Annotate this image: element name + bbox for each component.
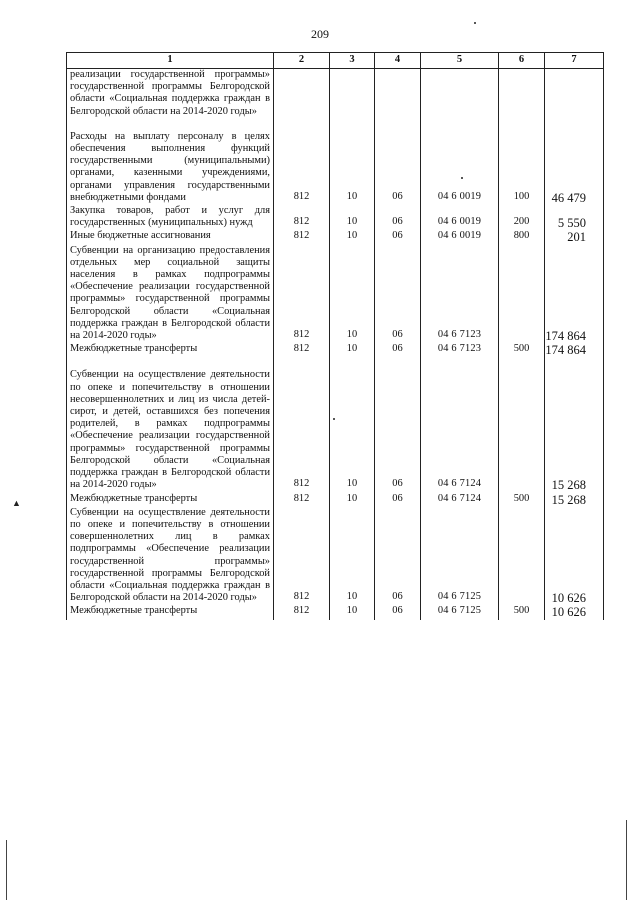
spacer-cell: [67, 119, 274, 131]
target-article-code: 04 6 7124: [421, 493, 499, 507]
column-header-7: 7: [545, 53, 604, 69]
spacer-cell: [499, 119, 545, 131]
expense-type-code: 800: [499, 230, 545, 244]
section-code: 10: [330, 230, 375, 244]
spacer-cell: [330, 119, 375, 131]
table-row: [67, 131, 604, 205]
subsection-code: 06: [375, 605, 421, 619]
section-code: 10: [330, 507, 375, 606]
table-row: [67, 369, 604, 492]
target-article-code: 04 6 7125: [421, 507, 499, 606]
section-code: 10: [330, 245, 375, 344]
expense-type-code: [499, 369, 545, 492]
chapter-code: 812: [274, 343, 330, 357]
spacer-cell: [421, 119, 499, 131]
amount: 10 626: [545, 507, 604, 606]
column-header-4: 4: [375, 53, 421, 69]
chapter-code: 812: [274, 230, 330, 244]
target-article-code: 04 6 7124: [421, 369, 499, 492]
target-article-code: [421, 69, 499, 119]
target-article-code: 04 6 7123: [421, 343, 499, 357]
chapter-code: 812: [274, 245, 330, 344]
spacer-cell: [375, 357, 421, 369]
expense-type-code: 100: [499, 131, 545, 205]
row-description: Межбюджетные трансферты: [67, 605, 274, 619]
amount: 5 550: [545, 205, 604, 230]
section-code: 10: [330, 369, 375, 492]
expense-type-code: 500: [499, 343, 545, 357]
section-code: 10: [330, 131, 375, 205]
row-spacer: [67, 357, 604, 369]
column-header-5: 5: [421, 53, 499, 69]
spacer-cell: [499, 357, 545, 369]
chapter-code: 812: [274, 131, 330, 205]
column-header-6: 6: [499, 53, 545, 69]
row-description: Иные бюджетные ассигнования: [67, 230, 274, 244]
margin-mark: ▲: [12, 498, 21, 508]
column-header-3: 3: [330, 53, 375, 69]
expense-type-code: 500: [499, 605, 545, 619]
section-code: [330, 69, 375, 119]
column-header-2: 2: [274, 53, 330, 69]
row-spacer: [67, 119, 604, 131]
page-number: 209: [311, 27, 329, 41]
target-article-code: 04 6 0019: [421, 205, 499, 230]
row-description: Межбюджетные трансферты: [67, 343, 274, 357]
table-row: [67, 507, 604, 606]
chapter-code: 812: [274, 369, 330, 492]
expense-type-code: 500: [499, 493, 545, 507]
subsection-code: 06: [375, 343, 421, 357]
subsection-code: [375, 69, 421, 119]
subsection-code: 06: [375, 245, 421, 344]
table-row: [67, 245, 604, 344]
chapter-code: 812: [274, 507, 330, 606]
spacer-cell: [545, 119, 604, 131]
expense-type-code: [499, 245, 545, 344]
chapter-code: 812: [274, 493, 330, 507]
scan-edge-line: [6, 840, 7, 900]
section-code: 10: [330, 343, 375, 357]
spacer-cell: [67, 357, 274, 369]
chapter-code: 812: [274, 605, 330, 619]
table-row: [67, 205, 604, 230]
chapter-code: 812: [274, 205, 330, 230]
target-article-code: 04 6 0019: [421, 131, 499, 205]
amount: 10 626: [545, 605, 604, 619]
spacer-cell: [421, 357, 499, 369]
row-description: Межбюджетные трансферты: [67, 493, 274, 507]
scan-speck: [474, 22, 476, 24]
scan-speck: [461, 177, 463, 179]
subsection-code: 06: [375, 507, 421, 606]
expense-type-code: 200: [499, 205, 545, 230]
table-header: [67, 53, 604, 69]
amount: 174 864: [545, 245, 604, 344]
subsection-code: 06: [375, 369, 421, 492]
target-article-code: 04 6 7123: [421, 245, 499, 344]
budget-table: [66, 52, 604, 620]
amount: 174 864: [545, 343, 604, 357]
amount: 46 479: [545, 131, 604, 205]
row-description: Субвенции на осуществление деятельности по опеке и попечительству в отношении несовершеннолетних и лиц из числа детей-сирот, и детей, оставшихся без попечения родителей, в рамках подпрограммы «Обеспечение реализации государственной программы» государственной программы Белгородской области «Социальная поддержка граждан в Белгородской области на 2014-2020 годы»: [67, 369, 274, 492]
row-description: реализации государственной программы» государственной программы Белгородской области «Социальная поддержка граждан в Белгородской области на 2014-2020 годы»: [67, 69, 274, 119]
section-code: 10: [330, 493, 375, 507]
spacer-cell: [330, 357, 375, 369]
row-description: Расходы на выплату персоналу в целях обеспечения выполнения функций государственными (муниципальными) органами, казенными учреждениями, органами управления государственными внебюджетными фондами: [67, 131, 274, 205]
expense-type-code: [499, 507, 545, 606]
row-description: Закупка товаров, работ и услуг для государственных (муниципальных) нужд: [67, 205, 274, 230]
table-row: [67, 605, 604, 619]
subsection-code: 06: [375, 230, 421, 244]
target-article-code: 04 6 0019: [421, 230, 499, 244]
row-description: Субвенции на организацию предоставления отдельных мер социальной защиты населения в рамках подпрограммы «Обеспечение реализации государственной программы» государственной программы Белгородской области «Социальная поддержка граждан в Белгородской области на 2014-2020 годы»: [67, 245, 274, 344]
table-row: [67, 493, 604, 507]
section-code: 10: [330, 605, 375, 619]
scan-edge-line: [626, 820, 627, 900]
table-row: [67, 343, 604, 357]
row-description: Субвенции на осуществление деятельности по опеке и попечительству в отношении совершеннолетних лиц в рамках подпрограммы «Обеспечение реализации государственной программы» государственной программы Белгородской области «Социальная поддержка граждан в Белгородской области на 2014-2020 годы»: [67, 507, 274, 606]
spacer-cell: [545, 357, 604, 369]
amount: 15 268: [545, 369, 604, 492]
table-body: [67, 69, 604, 620]
table-row: [67, 69, 604, 119]
amount: [545, 69, 604, 119]
subsection-code: 06: [375, 205, 421, 230]
column-header-1: 1: [67, 53, 274, 69]
spacer-cell: [375, 119, 421, 131]
spacer-cell: [274, 119, 330, 131]
expense-type-code: [499, 69, 545, 119]
subsection-code: 06: [375, 493, 421, 507]
subsection-code: 06: [375, 131, 421, 205]
section-code: 10: [330, 205, 375, 230]
table-row: [67, 230, 604, 244]
amount: 201: [545, 230, 604, 244]
target-article-code: 04 6 7125: [421, 605, 499, 619]
amount: 15 268: [545, 493, 604, 507]
chapter-code: [274, 69, 330, 119]
scan-speck: [333, 418, 335, 420]
spacer-cell: [274, 357, 330, 369]
